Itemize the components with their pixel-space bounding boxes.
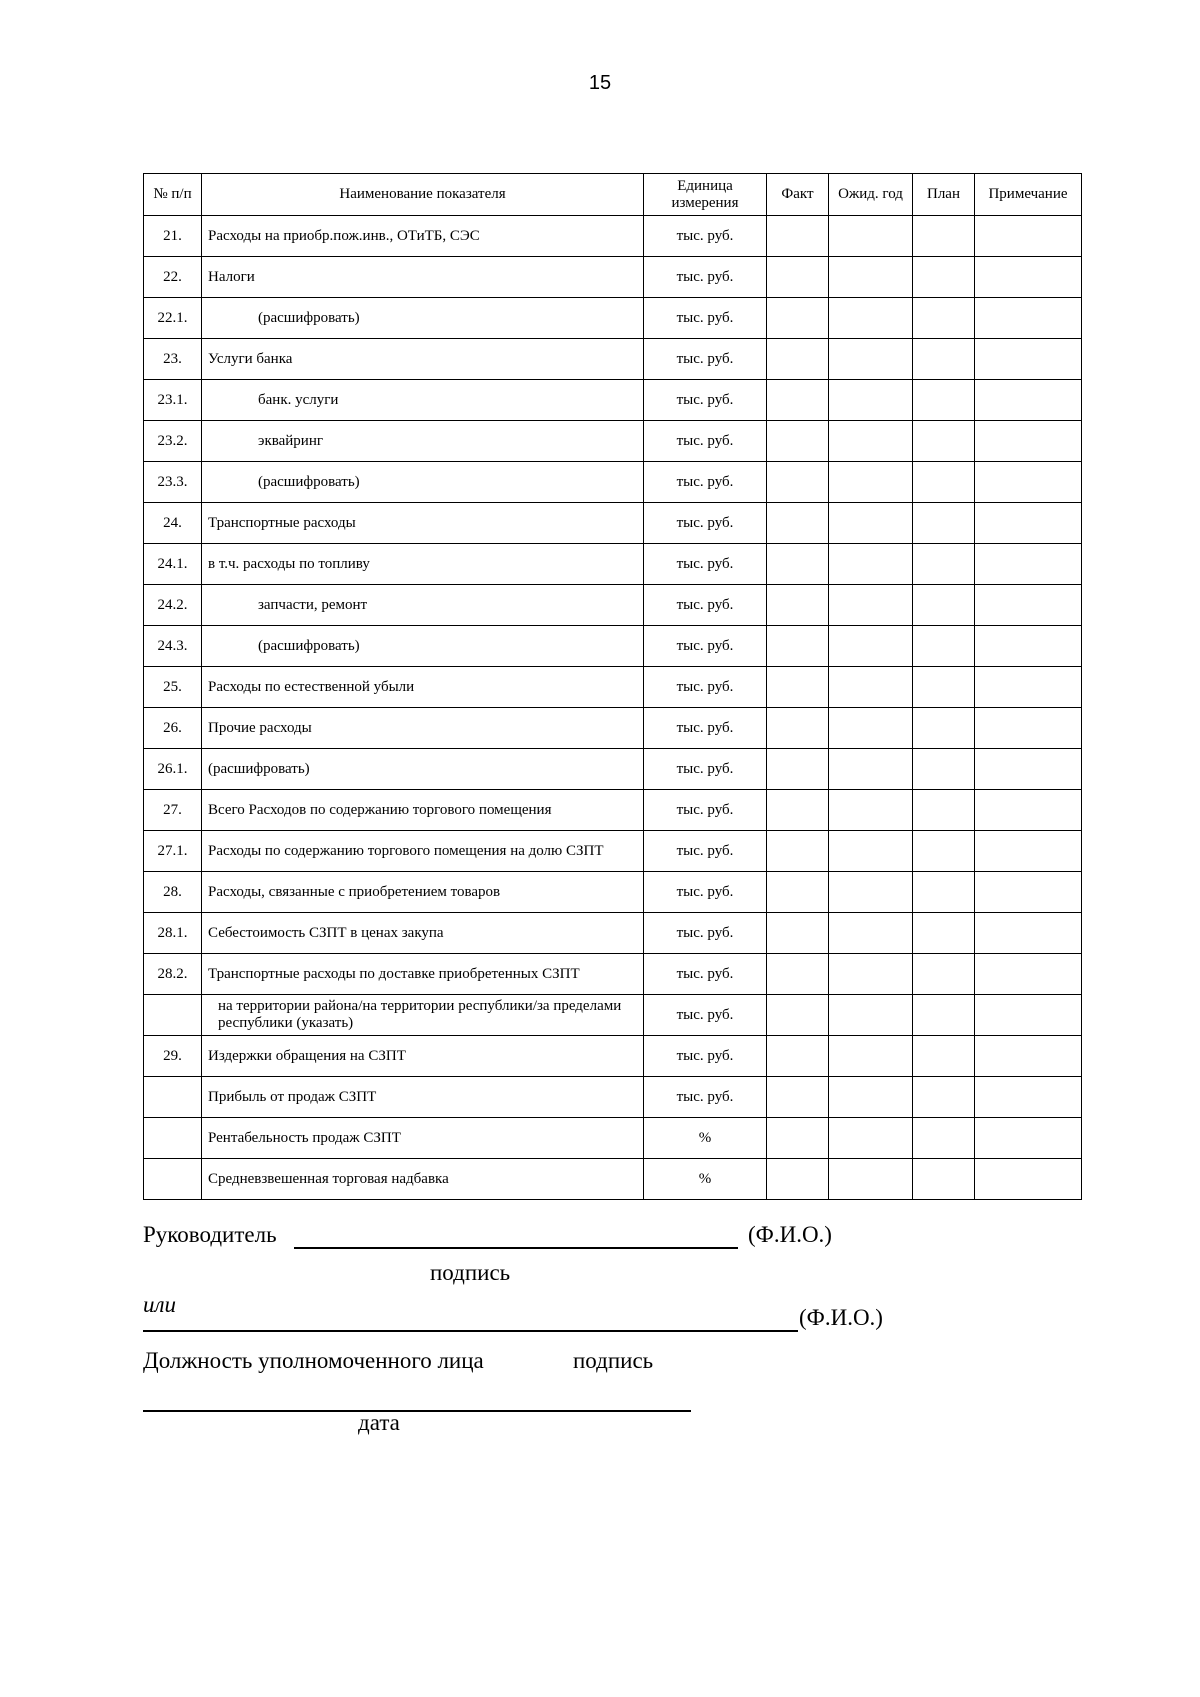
- row-num: 23.3.: [144, 462, 202, 503]
- row-plan-cell: [913, 626, 975, 667]
- row-plan-cell: [913, 708, 975, 749]
- row-num: 28.: [144, 872, 202, 913]
- row-name: Транспортные расходы: [202, 503, 644, 544]
- row-name: эквайринг: [202, 421, 644, 462]
- row-expected-cell: [829, 995, 913, 1036]
- row-unit: тыс. руб.: [644, 831, 767, 872]
- row-fact-cell: [767, 380, 829, 421]
- row-fact-cell: [767, 503, 829, 544]
- row-expected-cell: [829, 339, 913, 380]
- table-row: [144, 216, 1082, 257]
- row-plan-cell: [913, 1118, 975, 1159]
- header-expected: Ожид. год: [829, 174, 913, 216]
- row-num: 26.1.: [144, 749, 202, 790]
- or-label: или: [143, 1292, 177, 1317]
- row-unit: тыс. руб.: [644, 339, 767, 380]
- row-num: 21.: [144, 216, 202, 257]
- row-note-cell: [975, 503, 1082, 544]
- row-num: [144, 1077, 202, 1118]
- row-name: банк. услуги: [202, 380, 644, 421]
- row-name: Транспортные расходы по доставке приобретенных СЗПТ: [202, 954, 644, 995]
- row-expected-cell: [829, 954, 913, 995]
- header-num: № п/п: [144, 174, 202, 216]
- row-name: Услуги банка: [202, 339, 644, 380]
- row-plan-cell: [913, 995, 975, 1036]
- row-plan-cell: [913, 954, 975, 995]
- row-expected-cell: [829, 913, 913, 954]
- row-note-cell: [975, 462, 1082, 503]
- row-note-cell: [975, 298, 1082, 339]
- position-signature-line: [143, 1330, 798, 1332]
- row-fact-cell: [767, 544, 829, 585]
- table-row: [144, 1077, 1082, 1118]
- row-expected-cell: [829, 421, 913, 462]
- row-fact-cell: [767, 1118, 829, 1159]
- row-unit: тыс. руб.: [644, 216, 767, 257]
- row-expected-cell: [829, 216, 913, 257]
- row-expected-cell: [829, 708, 913, 749]
- table-row: [144, 667, 1082, 708]
- row-unit: тыс. руб.: [644, 257, 767, 298]
- row-name: (расшифровать): [202, 749, 644, 790]
- row-expected-cell: [829, 1118, 913, 1159]
- head-label: Руководитель: [143, 1222, 277, 1247]
- row-fact-cell: [767, 1036, 829, 1077]
- table-row: [144, 954, 1082, 995]
- row-unit: тыс. руб.: [644, 421, 767, 462]
- row-num: [144, 1118, 202, 1159]
- table-row: [144, 749, 1082, 790]
- row-num: 27.: [144, 790, 202, 831]
- row-unit: тыс. руб.: [644, 1077, 767, 1118]
- row-num: 23.2.: [144, 421, 202, 462]
- row-plan-cell: [913, 298, 975, 339]
- row-plan-cell: [913, 1159, 975, 1200]
- row-plan-cell: [913, 421, 975, 462]
- row-fact-cell: [767, 1077, 829, 1118]
- row-num: 22.: [144, 257, 202, 298]
- header-fact: Факт: [767, 174, 829, 216]
- signature-caption-2: подпись: [573, 1348, 654, 1373]
- row-note-cell: [975, 667, 1082, 708]
- row-num: [144, 995, 202, 1036]
- row-unit: %: [644, 1159, 767, 1200]
- table-row: [144, 421, 1082, 462]
- row-plan-cell: [913, 462, 975, 503]
- row-plan-cell: [913, 503, 975, 544]
- row-num: 24.: [144, 503, 202, 544]
- row-note-cell: [975, 1036, 1082, 1077]
- row-unit: тыс. руб.: [644, 503, 767, 544]
- row-fact-cell: [767, 667, 829, 708]
- row-note-cell: [975, 913, 1082, 954]
- row-fact-cell: [767, 831, 829, 872]
- row-num: 23.1.: [144, 380, 202, 421]
- row-note-cell: [975, 1118, 1082, 1159]
- row-name: Прибыль от продаж СЗПТ: [202, 1077, 644, 1118]
- row-note-cell: [975, 626, 1082, 667]
- row-expected-cell: [829, 257, 913, 298]
- row-note-cell: [975, 421, 1082, 462]
- table-row: [144, 1118, 1082, 1159]
- row-unit: тыс. руб.: [644, 626, 767, 667]
- row-note-cell: [975, 1077, 1082, 1118]
- row-expected-cell: [829, 503, 913, 544]
- table-row: [144, 380, 1082, 421]
- row-num: 22.1.: [144, 298, 202, 339]
- row-num: 24.1.: [144, 544, 202, 585]
- table-body: [144, 216, 1082, 1200]
- row-note-cell: [975, 749, 1082, 790]
- row-expected-cell: [829, 749, 913, 790]
- row-plan-cell: [913, 831, 975, 872]
- row-unit: тыс. руб.: [644, 872, 767, 913]
- table-row: [144, 708, 1082, 749]
- table-row: [144, 790, 1082, 831]
- row-name: Всего Расходов по содержанию торгового помещения: [202, 790, 644, 831]
- page-number: 15: [588, 72, 612, 94]
- row-plan-cell: [913, 1036, 975, 1077]
- row-num: 24.2.: [144, 585, 202, 626]
- row-num: 28.1.: [144, 913, 202, 954]
- table-row: [144, 339, 1082, 380]
- row-num: 27.1.: [144, 831, 202, 872]
- row-name: Расходы по естественной убыли: [202, 667, 644, 708]
- table-row: [144, 1159, 1082, 1200]
- row-fact-cell: [767, 216, 829, 257]
- row-note-cell: [975, 708, 1082, 749]
- table-row: [144, 257, 1082, 298]
- row-fact-cell: [767, 872, 829, 913]
- row-fact-cell: [767, 995, 829, 1036]
- row-note-cell: [975, 339, 1082, 380]
- row-fact-cell: [767, 1159, 829, 1200]
- row-note-cell: [975, 585, 1082, 626]
- table-header-row: [144, 174, 1082, 216]
- row-note-cell: [975, 831, 1082, 872]
- row-name: запчасти, ремонт: [202, 585, 644, 626]
- row-expected-cell: [829, 790, 913, 831]
- row-name: Прочие расходы: [202, 708, 644, 749]
- row-plan-cell: [913, 257, 975, 298]
- table-row: [144, 1036, 1082, 1077]
- table-row: [144, 544, 1082, 585]
- row-fact-cell: [767, 954, 829, 995]
- row-num: 26.: [144, 708, 202, 749]
- row-num: 29.: [144, 1036, 202, 1077]
- table-row: [144, 298, 1082, 339]
- header-note: Примечание: [975, 174, 1082, 216]
- row-note-cell: [975, 954, 1082, 995]
- row-unit: тыс. руб.: [644, 913, 767, 954]
- row-plan-cell: [913, 667, 975, 708]
- row-name: Рентабельность продаж СЗПТ: [202, 1118, 644, 1159]
- table-row: [144, 626, 1082, 667]
- row-name: Расходы по содержанию торгового помещения на долю СЗПТ: [202, 831, 644, 872]
- row-name: в т.ч. расходы по топливу: [202, 544, 644, 585]
- row-note-cell: [975, 790, 1082, 831]
- row-fact-cell: [767, 913, 829, 954]
- row-name: Себестоимость СЗПТ в ценах закупа: [202, 913, 644, 954]
- table-row: [144, 503, 1082, 544]
- row-expected-cell: [829, 872, 913, 913]
- row-fact-cell: [767, 462, 829, 503]
- row-fact-cell: [767, 626, 829, 667]
- row-unit: тыс. руб.: [644, 667, 767, 708]
- table-row: [144, 872, 1082, 913]
- row-name: Расходы, связанные с приобретением товаров: [202, 872, 644, 913]
- row-plan-cell: [913, 1077, 975, 1118]
- row-name: Издержки обращения на СЗПТ: [202, 1036, 644, 1077]
- row-expected-cell: [829, 585, 913, 626]
- row-expected-cell: [829, 298, 913, 339]
- row-unit: тыс. руб.: [644, 585, 767, 626]
- row-unit: тыс. руб.: [644, 298, 767, 339]
- row-expected-cell: [829, 1159, 913, 1200]
- date-caption: дата: [358, 1410, 400, 1435]
- row-note-cell: [975, 257, 1082, 298]
- fio-label-1: (Ф.И.О.): [748, 1222, 832, 1247]
- row-fact-cell: [767, 298, 829, 339]
- row-plan-cell: [913, 544, 975, 585]
- row-num: 23.: [144, 339, 202, 380]
- row-note-cell: [975, 544, 1082, 585]
- row-unit: тыс. руб.: [644, 1036, 767, 1077]
- row-unit: тыс. руб.: [644, 790, 767, 831]
- row-num: 28.2.: [144, 954, 202, 995]
- row-fact-cell: [767, 749, 829, 790]
- header-name: Наименование показателя: [202, 174, 644, 216]
- row-expected-cell: [829, 626, 913, 667]
- report-table: [143, 173, 1082, 1200]
- row-unit: тыс. руб.: [644, 380, 767, 421]
- row-plan-cell: [913, 585, 975, 626]
- signature-caption-1: подпись: [430, 1260, 511, 1285]
- row-unit: тыс. руб.: [644, 954, 767, 995]
- row-num: [144, 1159, 202, 1200]
- row-plan-cell: [913, 790, 975, 831]
- row-name: на территории района/на территории республики/за пределами республики (указать): [202, 995, 644, 1036]
- row-fact-cell: [767, 708, 829, 749]
- row-fact-cell: [767, 421, 829, 462]
- row-fact-cell: [767, 790, 829, 831]
- row-fact-cell: [767, 339, 829, 380]
- row-expected-cell: [829, 831, 913, 872]
- row-plan-cell: [913, 749, 975, 790]
- row-unit: %: [644, 1118, 767, 1159]
- row-name: (расшифровать): [202, 462, 644, 503]
- row-num: 24.3.: [144, 626, 202, 667]
- row-plan-cell: [913, 216, 975, 257]
- row-name: Налоги: [202, 257, 644, 298]
- row-plan-cell: [913, 913, 975, 954]
- table-row: [144, 913, 1082, 954]
- row-note-cell: [975, 872, 1082, 913]
- row-unit: тыс. руб.: [644, 708, 767, 749]
- row-name: Расходы на приобр.пож.инв., ОТиТБ, СЭС: [202, 216, 644, 257]
- row-note-cell: [975, 380, 1082, 421]
- row-unit: тыс. руб.: [644, 995, 767, 1036]
- table-row: [144, 831, 1082, 872]
- header-plan: План: [913, 174, 975, 216]
- head-signature-line: [294, 1247, 738, 1249]
- row-plan-cell: [913, 339, 975, 380]
- date-line: [143, 1410, 691, 1412]
- row-name: Средневзвешенная торговая надбавка: [202, 1159, 644, 1200]
- row-note-cell: [975, 216, 1082, 257]
- table-row: [144, 585, 1082, 626]
- table-row: [144, 995, 1082, 1036]
- row-expected-cell: [829, 380, 913, 421]
- table-row: [144, 462, 1082, 503]
- row-num: 25.: [144, 667, 202, 708]
- row-name: (расшифровать): [202, 298, 644, 339]
- row-expected-cell: [829, 1036, 913, 1077]
- row-note-cell: [975, 1159, 1082, 1200]
- row-unit: тыс. руб.: [644, 749, 767, 790]
- fio-label-2: (Ф.И.О.): [799, 1305, 883, 1330]
- row-plan-cell: [913, 380, 975, 421]
- row-name: (расшифровать): [202, 626, 644, 667]
- row-plan-cell: [913, 872, 975, 913]
- row-expected-cell: [829, 1077, 913, 1118]
- row-unit: тыс. руб.: [644, 544, 767, 585]
- row-fact-cell: [767, 585, 829, 626]
- position-label: Должность уполномоченного лица: [143, 1348, 484, 1373]
- row-expected-cell: [829, 667, 913, 708]
- row-note-cell: [975, 995, 1082, 1036]
- row-expected-cell: [829, 544, 913, 585]
- row-fact-cell: [767, 257, 829, 298]
- row-expected-cell: [829, 462, 913, 503]
- row-unit: тыс. руб.: [644, 462, 767, 503]
- header-unit: Единица измерения: [644, 174, 767, 216]
